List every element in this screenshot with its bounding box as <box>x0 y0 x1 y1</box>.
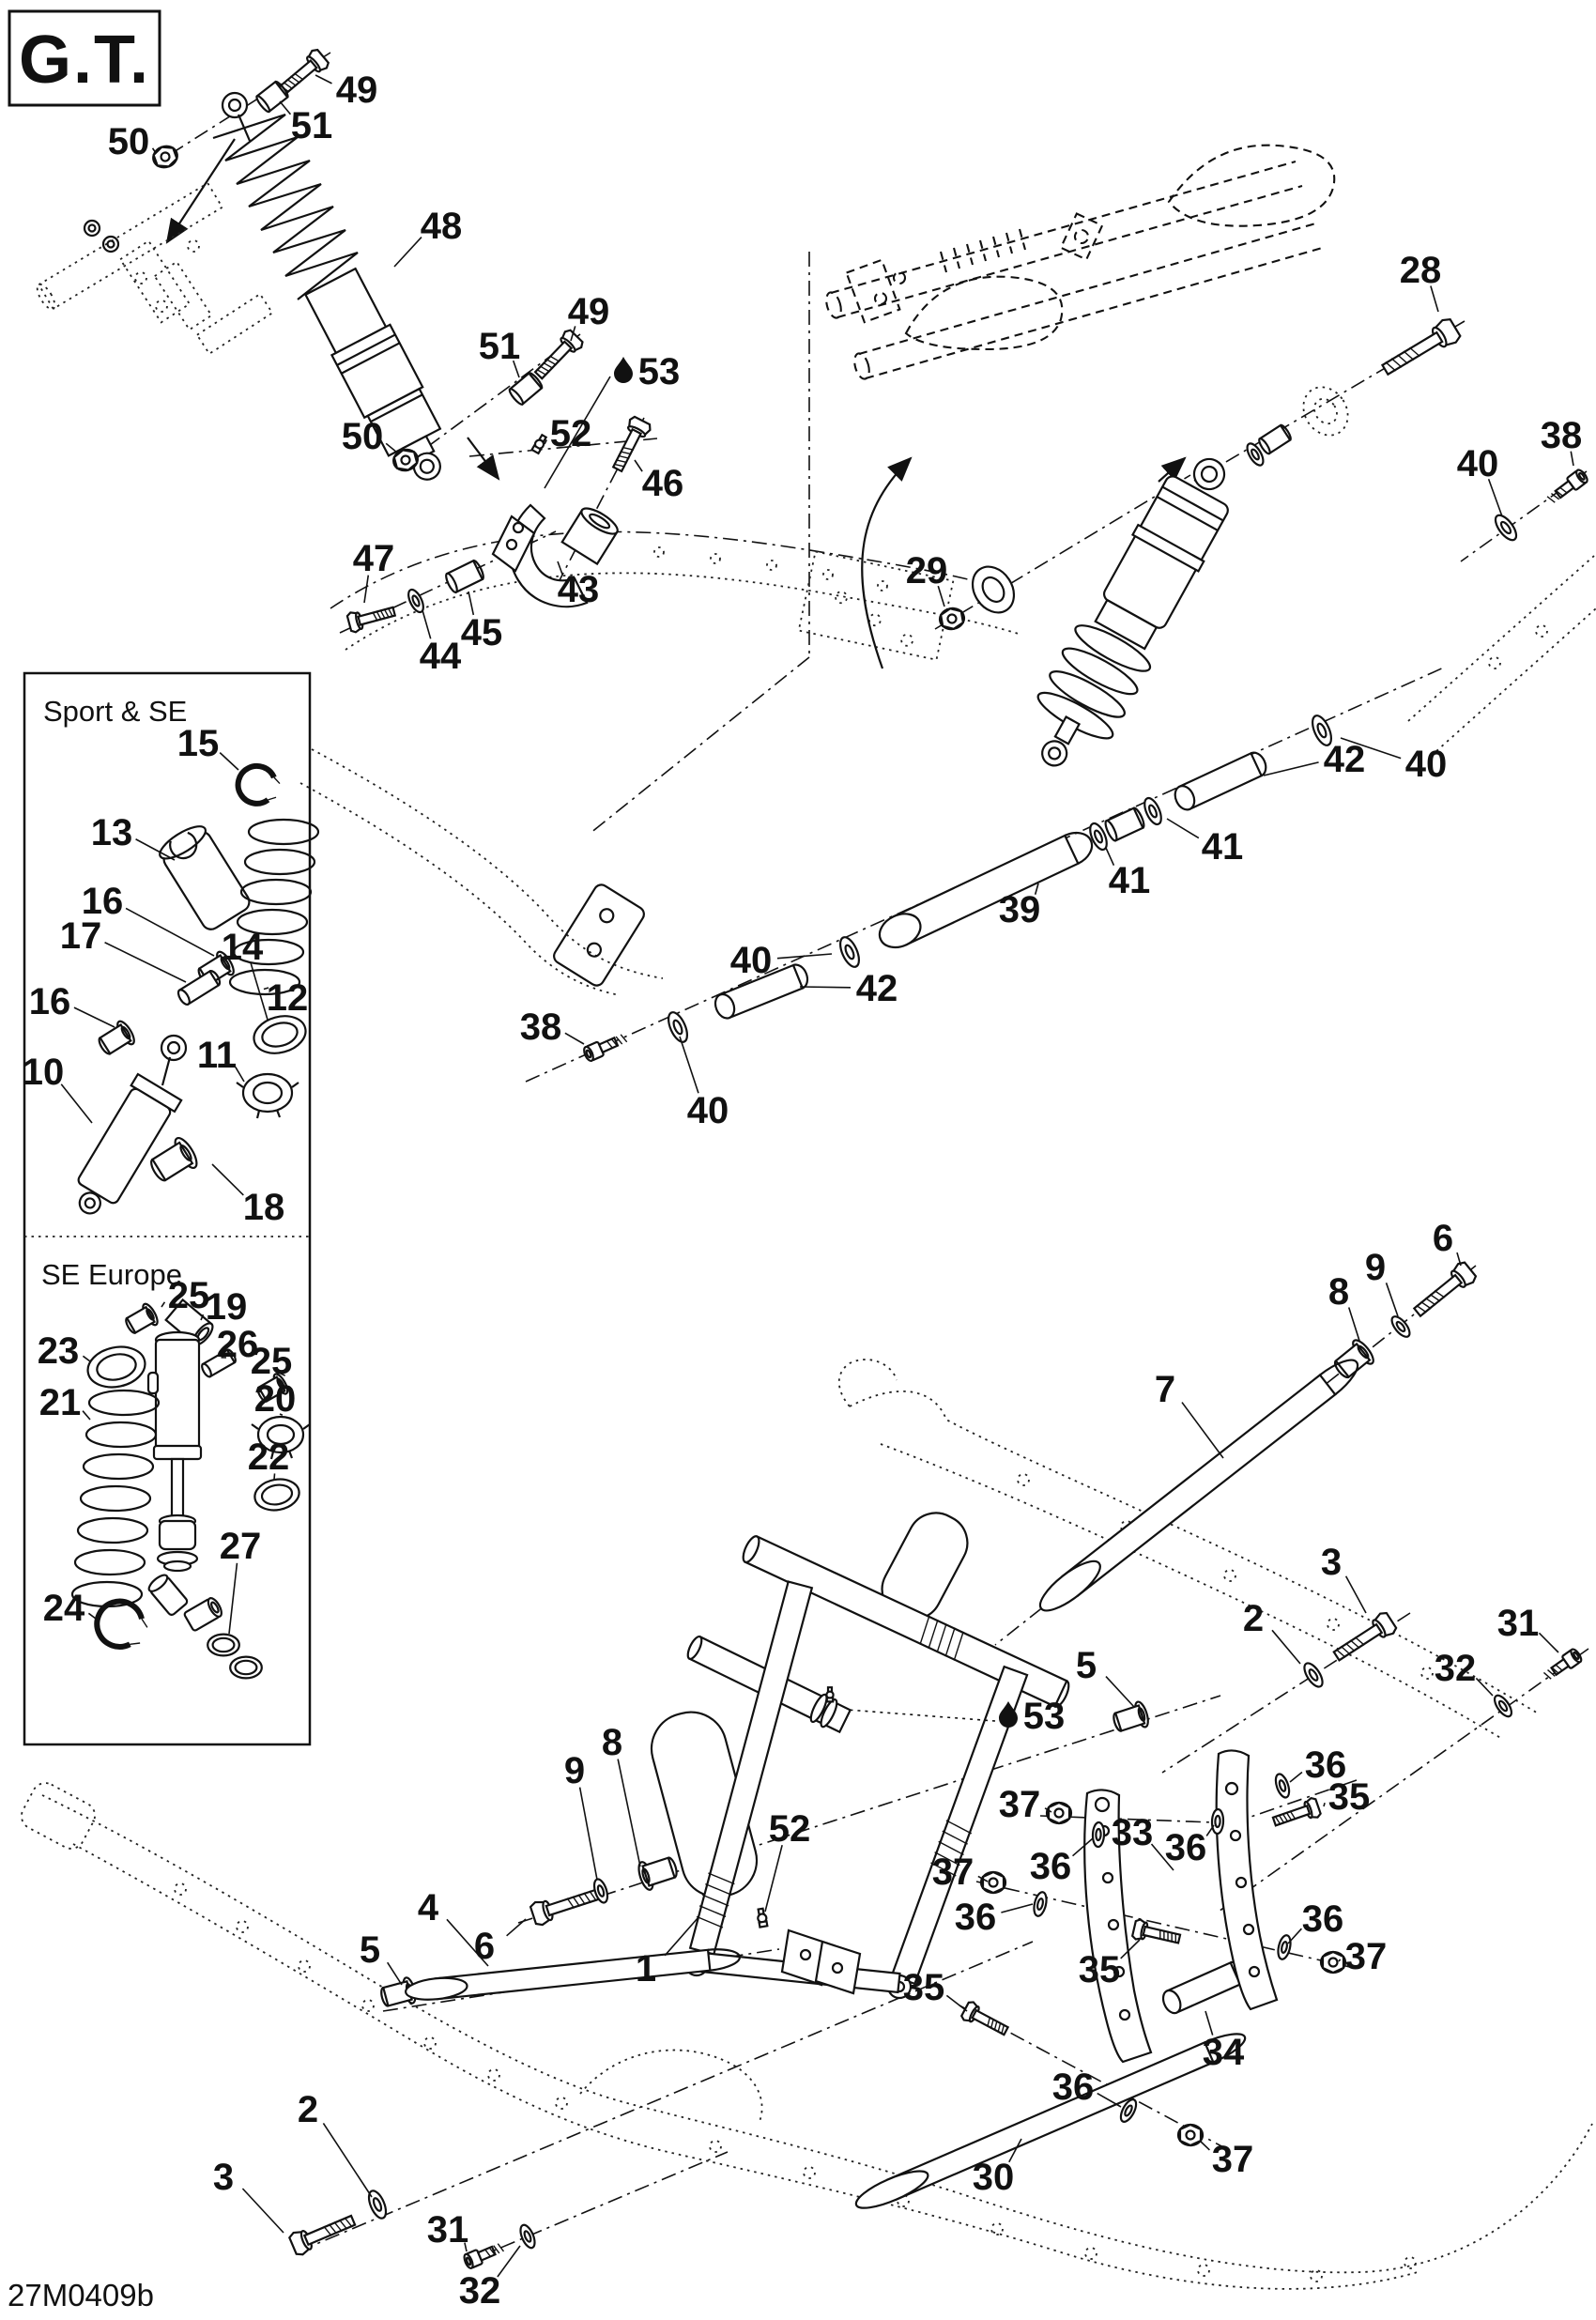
callout-number-37: 37 <box>999 1784 1041 1825</box>
bushing-18 <box>146 1135 200 1187</box>
washer-41a <box>1142 796 1165 827</box>
callout-44 <box>420 610 462 677</box>
spacer-28 <box>1257 423 1292 454</box>
callout-number-12: 12 <box>267 977 309 1019</box>
callout-number-30: 30 <box>973 2157 1015 2198</box>
callout-32 <box>1435 1648 1493 1696</box>
bushing-41 <box>1103 807 1145 842</box>
callout-19 <box>201 1286 247 1328</box>
callout-number-8: 8 <box>602 1722 622 1763</box>
shock-19 <box>146 1299 224 1631</box>
callout-number-35: 35 <box>1079 1949 1121 1990</box>
callout-number-8: 8 <box>1328 1271 1349 1313</box>
callout-number-16: 16 <box>82 881 124 922</box>
callout-40 <box>1457 443 1502 516</box>
shock-10 <box>63 1036 186 1225</box>
rear-shock-absorber <box>1012 440 1254 784</box>
bolt-6a <box>1410 1260 1478 1321</box>
shaft-30 <box>852 2027 1250 2215</box>
assembly-arrows <box>167 139 1185 668</box>
callout-number-17: 17 <box>60 915 102 957</box>
rear-arm-phantom <box>823 146 1334 381</box>
callout-41 <box>1106 848 1150 901</box>
callout-number-13: 13 <box>91 812 133 853</box>
callout-number-15: 15 <box>177 723 220 764</box>
callout-number-18: 18 <box>243 1187 285 1228</box>
callout-number-31: 31 <box>427 2209 469 2251</box>
callout-47 <box>353 538 395 603</box>
callout-52 <box>545 413 591 454</box>
callout-number-36: 36 <box>955 1897 997 1938</box>
bumper-13 <box>156 821 253 933</box>
callout-number-42: 42 <box>1324 739 1366 780</box>
bushing-8b <box>636 1852 680 1891</box>
washer-36b <box>1212 1809 1224 1834</box>
callout-number-42: 42 <box>856 968 898 1009</box>
callout-51 <box>479 326 521 377</box>
spacer-42a <box>1172 749 1269 812</box>
frame-rail-mid-left <box>300 749 663 995</box>
callout-number-28: 28 <box>1400 250 1442 291</box>
callout-13 <box>91 812 175 860</box>
callout-number-25: 25 <box>168 1275 210 1316</box>
callout-24 <box>43 1588 96 1629</box>
cam-ring-11 <box>237 1074 299 1118</box>
callout-42 <box>800 968 898 1009</box>
callout-29 <box>906 550 948 607</box>
nut-29 <box>938 607 965 631</box>
callout-38 <box>1541 415 1583 466</box>
callout-number-32: 32 <box>1435 1648 1477 1689</box>
callout-2 <box>1243 1598 1300 1664</box>
nut-50a <box>150 143 180 171</box>
callout-10 <box>23 1052 92 1123</box>
callout-9 <box>1365 1247 1398 1316</box>
bushing-5b <box>1111 1700 1150 1736</box>
bolt-38b <box>582 1031 628 1062</box>
callout-3 <box>213 2157 284 2233</box>
callout-number-10: 10 <box>23 1052 65 1093</box>
callout-number-40: 40 <box>1457 443 1499 484</box>
callout-number-52: 52 <box>769 1808 811 1850</box>
ring-27b <box>230 1657 262 1679</box>
callout-number-9: 9 <box>1365 1247 1386 1288</box>
callout-8 <box>1328 1271 1359 1341</box>
callout-12 <box>264 977 308 1019</box>
bolt-3a <box>288 2209 358 2256</box>
shaft-7 <box>1034 1352 1364 1618</box>
callout-number-5: 5 <box>360 1929 380 1971</box>
grease-fitting-52b <box>757 1908 768 1927</box>
callout-number-3: 3 <box>213 2157 234 2198</box>
callout-number-9: 9 <box>564 1750 585 1791</box>
callout-number-53: 53 <box>638 351 681 392</box>
callout-35 <box>1324 1776 1370 1818</box>
callout-20 <box>254 1378 297 1420</box>
callout-number-11: 11 <box>197 1035 237 1076</box>
callout-31 <box>1497 1603 1558 1652</box>
callout-25 <box>161 1275 209 1316</box>
callout-number-40: 40 <box>687 1090 729 1131</box>
callout-number-19: 19 <box>206 1286 248 1328</box>
callout-number-51: 51 <box>479 326 521 367</box>
callout-27 <box>220 1526 262 1634</box>
front-arm-assembly <box>643 1503 1072 1998</box>
front-shock-hardware <box>150 48 652 634</box>
callout-number-36: 36 <box>1030 1846 1072 1887</box>
callout-number-40: 40 <box>730 940 773 981</box>
callout-11 <box>197 1035 244 1082</box>
spacer-51b <box>508 372 544 407</box>
nut-37a <box>1047 1803 1071 1823</box>
callout-number-27: 27 <box>220 1526 262 1567</box>
variant-box <box>9 11 160 105</box>
callout-41 <box>1167 819 1243 868</box>
callout-5 <box>1076 1645 1134 1707</box>
callout-number-31: 31 <box>1497 1603 1540 1644</box>
callout-48 <box>394 206 462 267</box>
callout-number-50: 50 <box>108 121 150 162</box>
washer-40d <box>665 1009 691 1044</box>
callout-28 <box>1400 250 1442 312</box>
callout-42 <box>1264 739 1365 780</box>
callout-36 <box>1288 1898 1343 1944</box>
bolt-35c <box>960 2000 1011 2039</box>
callout-number-36: 36 <box>1052 2066 1095 2108</box>
callout-number-26: 26 <box>217 1324 259 1365</box>
callout-number-36: 36 <box>1302 1898 1344 1940</box>
washer-36a <box>1093 1822 1105 1847</box>
callout-number-5: 5 <box>1076 1645 1097 1686</box>
bolt-3b <box>1330 1610 1398 1666</box>
callout-number-41: 41 <box>1109 860 1151 901</box>
callout-number-34: 34 <box>1203 2032 1245 2073</box>
callout-52 <box>765 1808 810 1912</box>
washer-40c <box>836 934 863 969</box>
callout-7 <box>1155 1369 1223 1458</box>
callout-number-7: 7 <box>1155 1369 1175 1410</box>
callout-23 <box>38 1330 90 1372</box>
callout-18 <box>212 1164 284 1228</box>
callout-31 <box>427 2209 469 2251</box>
callout-number-37: 37 <box>932 1851 974 1893</box>
bolt-49b <box>530 329 585 383</box>
callout-38 <box>520 1006 584 1048</box>
oil-drop-icon <box>614 357 633 383</box>
callout-9 <box>564 1750 597 1880</box>
callout-8 <box>602 1722 640 1867</box>
bolt-28 <box>1378 316 1462 380</box>
callout-21 <box>39 1382 90 1423</box>
callout-number-47: 47 <box>353 538 395 579</box>
callout-number-22: 22 <box>248 1437 290 1478</box>
washer-9a <box>1389 1314 1413 1340</box>
front-shock-absorber <box>213 93 462 493</box>
callout-5 <box>360 1929 402 1985</box>
bolt-47 <box>346 602 396 634</box>
callout-22 <box>248 1437 290 1480</box>
callout-number-21: 21 <box>39 1382 82 1423</box>
callout-17 <box>60 915 186 982</box>
callout-number-45: 45 <box>461 612 503 653</box>
callout-16 <box>29 981 115 1027</box>
callout-number-50: 50 <box>342 416 384 457</box>
washer-36f <box>1273 1773 1292 1799</box>
callout-40 <box>680 1037 729 1131</box>
callout-3 <box>1321 1542 1366 1613</box>
callout-number-41: 41 <box>1202 826 1244 868</box>
callout-37 <box>1339 1936 1387 1977</box>
callout-25 <box>251 1341 293 1382</box>
callout-number-38: 38 <box>520 1006 562 1048</box>
spring-clip-24 <box>89 1594 153 1656</box>
nut-37b <box>981 1872 1005 1893</box>
bottom-hardware <box>288 1260 1583 2269</box>
callout-number-38: 38 <box>1541 415 1583 456</box>
callout-6 <box>1433 1218 1461 1266</box>
bushing-16b <box>95 1019 137 1059</box>
bolt-6b <box>529 1883 602 1927</box>
callout-number-49: 49 <box>336 69 378 111</box>
callout-number-52: 52 <box>550 413 592 454</box>
washer-32a <box>517 2223 537 2251</box>
callout-number-23: 23 <box>38 1330 80 1372</box>
callout-35 <box>903 1967 967 2011</box>
callout-2 <box>298 2089 372 2197</box>
bolt-31a <box>463 2240 505 2269</box>
washer-2b <box>1301 1660 1327 1689</box>
ring-27a <box>207 1635 239 1656</box>
washer-40a <box>1492 512 1520 544</box>
spring-21 <box>72 1390 159 1606</box>
callout-36 <box>1030 1838 1093 1887</box>
callout-15 <box>177 723 238 770</box>
callout-number-2: 2 <box>298 2089 318 2130</box>
nut-37d <box>1178 2125 1203 2145</box>
callout-number-36: 36 <box>1305 1744 1347 1786</box>
washer-36d <box>1276 1934 1293 1960</box>
callout-number-16: 16 <box>29 981 71 1022</box>
callout-number-35: 35 <box>1328 1776 1371 1818</box>
callout-36 <box>1165 1825 1214 1868</box>
callout-43 <box>558 561 600 610</box>
callout-number-32: 32 <box>459 2270 501 2312</box>
callout-46 <box>635 460 683 504</box>
bushing-45 <box>444 560 485 594</box>
callout-number-25: 25 <box>251 1341 293 1382</box>
callout-36 <box>955 1897 1033 1938</box>
callout-45 <box>461 592 503 653</box>
bolt-38a <box>1545 469 1589 507</box>
callout-number-40: 40 <box>1405 744 1448 785</box>
seal-ring-23 <box>84 1342 149 1392</box>
shaft-axis-parts <box>582 713 1335 1062</box>
callout-number-14: 14 <box>222 927 264 968</box>
callout-37 <box>932 1851 988 1893</box>
callout-number-46: 46 <box>642 463 684 504</box>
callout-number-2: 2 <box>1243 1598 1264 1639</box>
callout-number-24: 24 <box>43 1588 85 1629</box>
callout-number-49: 49 <box>568 291 610 332</box>
callout-number-29: 29 <box>906 550 948 592</box>
callout-39 <box>999 883 1041 930</box>
callout-number-37: 37 <box>1345 1936 1388 1977</box>
callout-number-6: 6 <box>1433 1218 1453 1259</box>
front-arm-phantom <box>34 183 272 354</box>
callout-37 <box>999 1784 1051 1825</box>
grease-fitting-53b <box>826 1687 833 1701</box>
callout-34 <box>1203 2011 1245 2073</box>
callout-number-35: 35 <box>903 1967 945 2008</box>
callout-number-44: 44 <box>420 636 462 677</box>
callout-number-6: 6 <box>474 1926 495 1967</box>
bolt-35a <box>1271 1797 1322 1831</box>
callout-number-48: 48 <box>421 206 463 247</box>
callout-number-37: 37 <box>1212 2139 1254 2180</box>
ring-22 <box>253 1476 301 1513</box>
callout-number-43: 43 <box>558 569 600 610</box>
part-number: 27M0409b <box>8 2278 154 2312</box>
callout-number-20: 20 <box>254 1378 297 1420</box>
callout-number-51: 51 <box>291 105 333 146</box>
cushion-28 <box>1295 378 1357 443</box>
inset-label-sport-se: Sport & SE <box>43 695 187 728</box>
bolt-31b <box>1542 1648 1584 1682</box>
callout-53 <box>847 1696 1065 1737</box>
callout-number-36: 36 <box>1165 1827 1207 1868</box>
circlip-15 <box>234 761 283 808</box>
callout-number-53: 53 <box>1023 1696 1066 1737</box>
shaft-39 <box>874 826 1097 954</box>
frame-rail-right-upper <box>1408 556 1596 751</box>
callout-number-1: 1 <box>636 1948 656 1990</box>
callout-number-39: 39 <box>999 889 1041 930</box>
cushion-29 <box>964 559 1022 620</box>
bushing-25a <box>122 1302 160 1338</box>
callout-number-3: 3 <box>1321 1542 1342 1583</box>
callout-number-4: 4 <box>418 1887 439 1928</box>
variant-label: G.T. <box>19 23 150 98</box>
callout-number-33: 33 <box>1112 1812 1154 1853</box>
callout-37 <box>1200 2139 1253 2180</box>
nut-37c <box>1321 1952 1345 1973</box>
callout-50 <box>108 121 156 162</box>
frame-rail-bottom <box>17 1778 1592 2289</box>
inset-label-se-europe: SE Europe <box>41 1258 182 1291</box>
